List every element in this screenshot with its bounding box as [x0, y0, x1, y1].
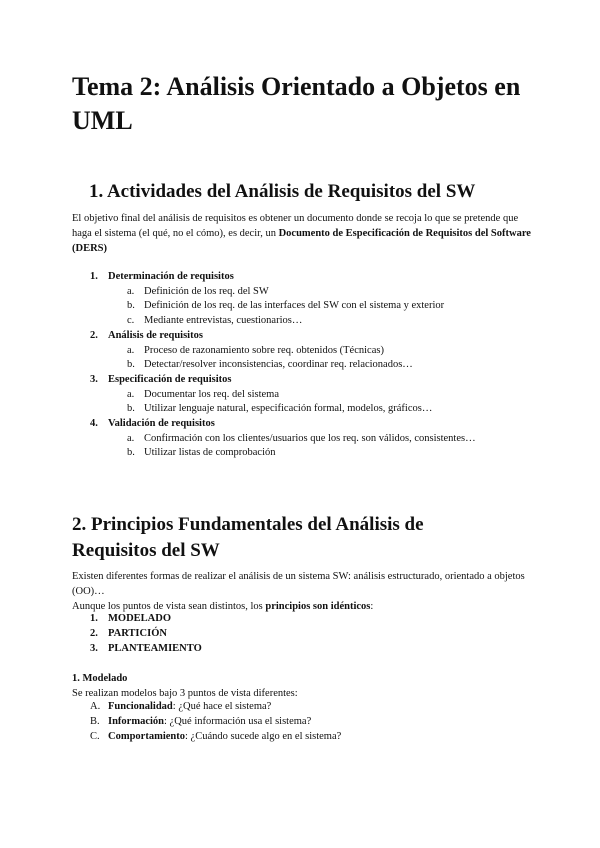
item-text: : ¿Cuándo sucede algo en el sistema?	[185, 730, 342, 742]
item-label: Definición de los req. del SW	[144, 285, 269, 297]
list-item	[72, 612, 532, 627]
principles-intro-bold: principios son idénticos	[265, 601, 371, 612]
sub-list-item	[72, 314, 532, 329]
item-number: 4.	[90, 418, 98, 430]
list-item	[72, 417, 532, 432]
item-label: Validación de requisitos	[108, 418, 215, 430]
principles-intro-end: :	[370, 601, 374, 612]
principles-list	[72, 612, 532, 656]
item-label: Utilizar listas de comprobación	[144, 447, 276, 459]
list-item	[72, 700, 532, 715]
principles-intro-text: Aunque los puntos de vista sean distintos, los	[72, 601, 266, 612]
sub-list-item	[72, 299, 532, 314]
section2-heading: 2. Principios Fundamentales del Análisis de Requisitos del SW	[72, 514, 424, 561]
item-number: 3.	[90, 373, 98, 385]
section1-heading: 1. Actividades del Análisis de Requisitos del SW	[89, 181, 476, 202]
list-item	[72, 730, 532, 745]
item-number: 1.	[90, 613, 98, 624]
item-number: b.	[127, 359, 135, 371]
modelado-list	[72, 700, 532, 744]
item-number: a.	[127, 344, 135, 356]
sub-list-item	[72, 285, 532, 300]
item-label: Especificación de requisitos	[108, 373, 232, 385]
item-number: a.	[127, 432, 135, 444]
modelado-intro: Se realizan modelos bajo 3 puntos de vista diferentes:	[72, 688, 298, 699]
list-item	[72, 715, 532, 730]
sub-list-item	[72, 344, 532, 359]
item-number: a.	[127, 388, 135, 400]
list-item	[72, 329, 532, 344]
list-item	[72, 270, 532, 285]
section1-intro-text: El objetivo final del análisis de requisitos es obtener un documento donde se recoja lo que se pretende que haga el sistema (el qué, no el cómo), es decir, un	[72, 213, 519, 239]
item-text: : ¿Qué información usa el sistema?	[164, 715, 312, 727]
item-term: Funcionalidad	[108, 701, 173, 712]
item-text: : ¿Qué hace el sistema?	[172, 701, 272, 712]
item-number: 2.	[90, 329, 98, 341]
section1-intro	[72, 211, 532, 256]
item-number: B.	[90, 715, 100, 727]
item-label: Utilizar lenguaje natural, especificación formal, modelos, gráficos…	[144, 403, 433, 415]
item-number: 3.	[90, 642, 98, 654]
sub-list-item	[72, 388, 532, 403]
section1-intro-bold: Documento de Especificación de Requisitos del Software (DERS)	[72, 228, 531, 254]
item-label: PLANTEAMIENTO	[108, 642, 202, 654]
item-label: Determinación de requisitos	[108, 271, 234, 282]
sub-list-item	[72, 402, 532, 417]
item-number: b.	[127, 403, 135, 415]
item-label: Confirmación con los clientes/usuarios que los req. son válidos, consistentes…	[144, 432, 476, 444]
item-label: Definición de los req. de las interfaces del SW con el sistema y exterior	[144, 300, 445, 312]
item-number: b.	[127, 300, 135, 312]
item-label: Documentar los req. del sistema	[144, 388, 280, 400]
list-item	[72, 642, 532, 657]
page-title: Tema 2: Análisis Orientado a Objetos en UML	[72, 72, 521, 135]
item-number: 1.	[90, 271, 98, 282]
list-item	[72, 627, 532, 642]
item-label: Detectar/resolver inconsistencias, coordinar req. relacionados…	[144, 359, 413, 371]
item-number: C.	[90, 730, 100, 742]
item-label: Mediante entrevistas, cuestionarios…	[144, 315, 303, 327]
list-item	[72, 373, 532, 388]
item-number: b.	[127, 447, 135, 459]
item-term: Comportamiento	[108, 730, 185, 742]
sub-list-item	[72, 446, 532, 461]
item-label: Análisis de requisitos	[108, 329, 203, 341]
item-label: Proceso de razonamiento sobre req. obtenidos (Técnicas)	[144, 344, 384, 356]
sub-list-item	[72, 432, 532, 447]
item-number: A.	[90, 701, 101, 712]
requirements-activity-list	[72, 270, 532, 461]
item-number: a.	[127, 285, 135, 297]
item-number: c.	[127, 315, 135, 327]
modelado-heading: 1. Modelado	[72, 673, 128, 684]
section2-paragraph: Existen diferentes formas de realizar el análisis de un sistema SW: análisis estructurado, orientado a objetos (OO)…	[72, 571, 525, 597]
item-term: Información	[108, 715, 164, 727]
item-label: PARTICIÓN	[108, 627, 167, 639]
item-number: 2.	[90, 627, 98, 639]
sub-list-item	[72, 358, 532, 373]
item-label: MODELADO	[108, 613, 171, 624]
